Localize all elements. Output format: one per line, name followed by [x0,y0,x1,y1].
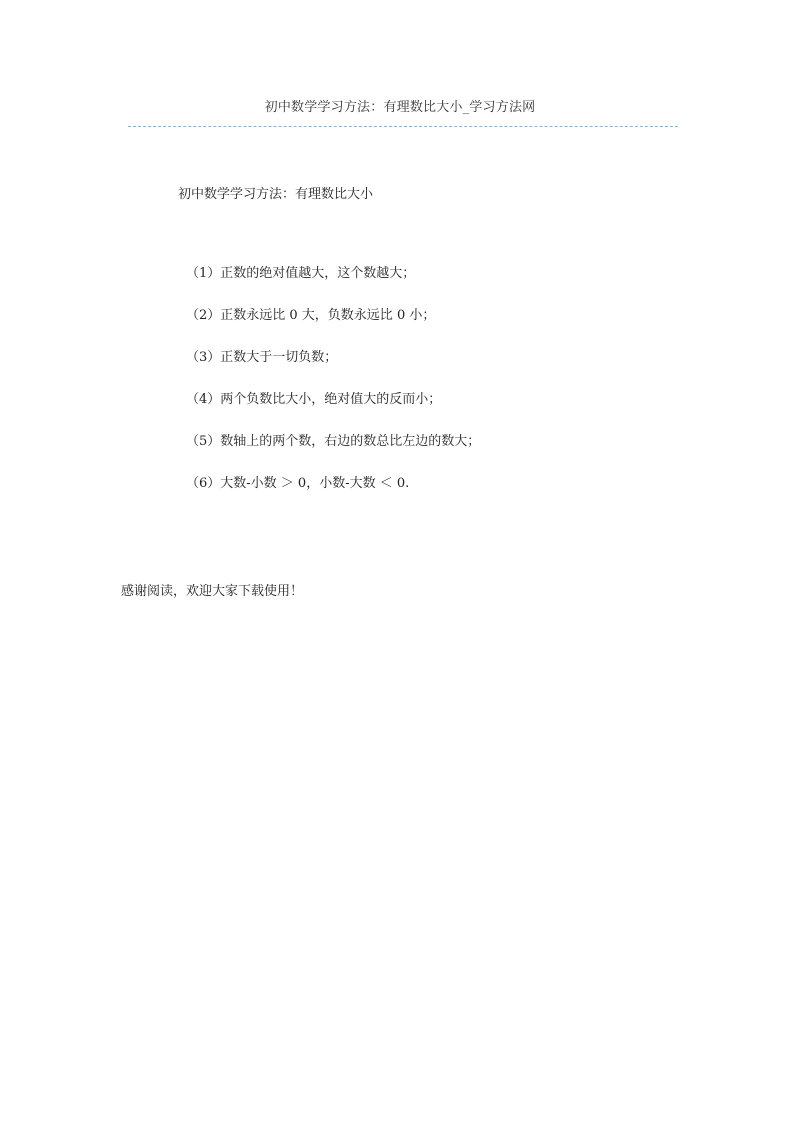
header-divider [128,126,678,127]
rule-item-6: （6）大数-小数 ＞ 0，小数-大数 ＜ 0. [186,476,410,491]
document-title: 初中数学学习方法：有理数比大小 [178,187,374,202]
rules-list [186,264,480,516]
rule-item-5: （5）数轴上的两个数，右边的数总比左边的数大； [186,434,481,449]
rule-item-4: （4）两个负数比大小，绝对值大的反而小； [186,392,442,407]
rule-item-2: （2）正数永远比 0 大，负数永远比 0 小； [186,308,436,323]
rule-item-1: （1）正数的绝对值越大，这个数越大； [186,266,416,281]
page-header-title: 初中数学学习方法：有理数比大小_学习方法网 [264,100,536,115]
rule-item-3: （3）正数大于一切负数； [186,350,338,365]
footer-thanks-text: 感谢阅读，欢迎大家下载使用！ [121,584,304,599]
